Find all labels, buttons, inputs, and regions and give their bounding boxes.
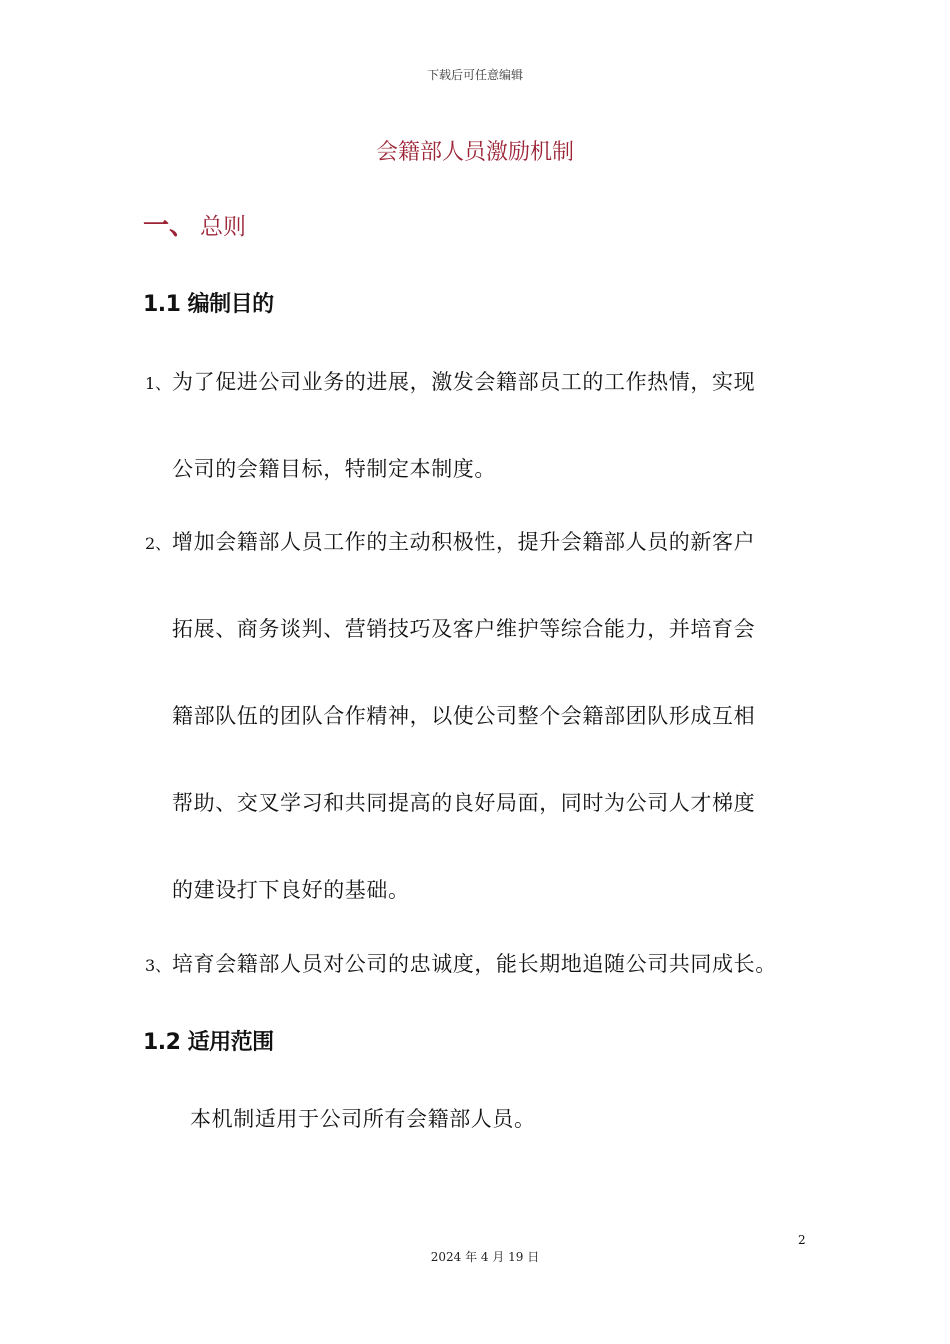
list-item-line: 的建设打下良好的基础。: [172, 878, 410, 902]
list-item-number: 3、: [145, 956, 172, 975]
list-item-line: 为了促进公司业务的进展，激发会籍部员工的工作热情，实现: [172, 370, 756, 394]
list-item-line: 拓展、商务谈判、营销技巧及客户维护等综合能力，并培育会: [172, 617, 756, 641]
scope-paragraph: 本机制适用于公司所有会籍部人员。: [190, 1107, 536, 1131]
subsection-heading-scope: 1.2 适用范围: [143, 1030, 274, 1055]
document-title: 会籍部人员激励机制: [375, 140, 574, 165]
list-item-number: 1、: [145, 374, 172, 393]
list-item-line: 培育会籍部人员对公司的忠诚度，能长期地追随公司共同成长。: [172, 952, 777, 976]
footer-date: 2024 年 4 月 19 日: [430, 1250, 540, 1264]
subsection-heading-purpose: 1.1 编制目的: [143, 292, 274, 317]
list-item-number: 2、: [145, 534, 172, 553]
list-item-line: 帮助、交叉学习和共同提高的良好局面，同时为公司人才梯度: [172, 791, 756, 815]
page-header-note: 下载后可任意编辑: [426, 68, 523, 82]
section-title: 总则: [200, 214, 246, 240]
page-number: 2: [798, 1233, 806, 1247]
list-item-line: 公司的会籍目标，特制定本制度。: [172, 457, 496, 481]
list-item-line: 增加会籍部人员工作的主动积极性，提升会籍部人员的新客户: [172, 530, 756, 554]
section-number: 一、: [143, 211, 196, 241]
list-item-line: 籍部队伍的团队合作精神，以使公司整个会籍部团队形成互相: [172, 704, 756, 728]
